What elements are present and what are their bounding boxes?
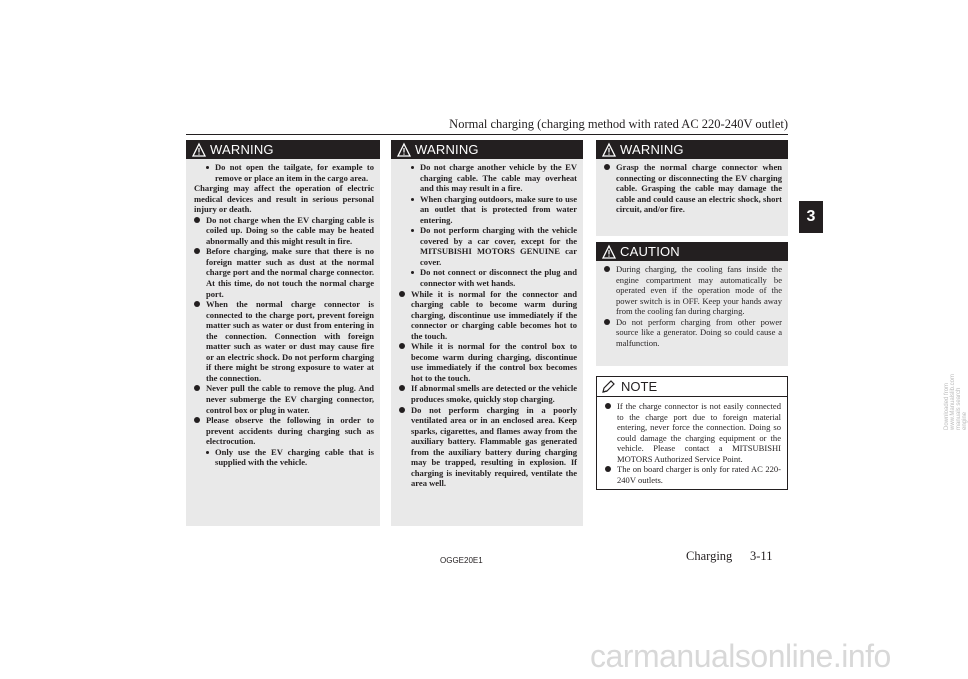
header-title: Normal charging (charging method with rated AC 220-240V outlet): [449, 117, 788, 131]
list-item: The on board charger is only for rated AC 220-240V outlets.: [605, 464, 781, 485]
warning-header: [186, 140, 380, 159]
caution-triangle-icon: [602, 245, 616, 259]
bullet-icon: [604, 266, 610, 272]
bullet-dot-icon: [411, 229, 414, 232]
bullet-dot-icon: [206, 166, 209, 169]
bullet-icon: [194, 301, 200, 307]
warning-header: [596, 140, 788, 159]
list-item: While it is normal for the connector and charging cable to become warm during charging, discontinue use immediately if the connector or charging cable becomes hot to the touch.: [399, 289, 577, 342]
warning-label: WARNING: [620, 142, 684, 157]
note-label: NOTE: [621, 379, 658, 394]
list-item: Do not perform charging in a poorly ventilated area or in an enclosed area. Keep sparks, cigarettes, and flames away from the auxiliary battery. Flammable gas generated from the auxiliary battery during charging may be trapped, resulting in explosion. If charging is inevitably required, ventilate the area well.: [399, 405, 577, 489]
list-item: Please observe the following in order to prevent accidents during charging such as electrocution.: [194, 415, 374, 447]
list-item: Only use the EV charging cable that is supplied with the vehicle.: [206, 447, 374, 468]
caution-header: [596, 242, 788, 261]
list-item: Do not perform charging with the vehicle covered by a car cover, except for the MITSUBISHI MOTORS GENUINE car cover.: [411, 225, 577, 267]
note-box: [596, 376, 788, 490]
bullet-dot-icon: [411, 271, 414, 274]
note-pencil-icon: [601, 380, 617, 394]
list-item: If the charge connector is not easily connected to the charge port due to foreign material entering, never force the connection. Doing so could damage the charging equipment or the vehicle. Please contact a MITSUBISHI MOTORS Authorized Service Point.: [605, 401, 781, 464]
bullet-icon: [399, 407, 405, 413]
warning-triangle-icon: [602, 143, 616, 157]
warning-body: [186, 162, 380, 468]
list-item: Do not connect or disconnect the plug and connector with wet hands.: [411, 267, 577, 288]
list-item: Never pull the cable to remove the plug. And never submerge the EV charging connector, control box or plug in water.: [194, 383, 374, 415]
list-item: Do not perform charging from other power source like a generator. Doing so could cause a malfunction.: [604, 317, 782, 349]
warning-triangle-icon: [192, 143, 206, 157]
list-item: Do not open the tailgate, for example to remove or place an item in the cargo area.: [206, 162, 374, 183]
list-item: When the normal charge connector is connected to the charge port, prevent foreign matter such as water or dust from entering in the connection. Connection with foreign matter such as water or dust may cause fire or an electric shock. Do not perform charging if there might be strong exposure to water at the connection.: [194, 299, 374, 383]
list-item: While it is normal for the control box to become warm during charging, discontinue use immediately if the control box becomes hot to the touch.: [399, 341, 577, 383]
bullet-dot-icon: [206, 451, 209, 454]
bullet-icon: [605, 466, 611, 472]
bullet-icon: [604, 319, 610, 325]
list-item: When charging outdoors, make sure to use an outlet that is protected from water entering.: [411, 194, 577, 226]
warning-intro: Charging may affect the operation of electric medical devices and result in serious personal injury or death.: [194, 183, 374, 215]
warning-label: WARNING: [210, 142, 274, 157]
bullet-dot-icon: [411, 198, 414, 201]
caution-box: [596, 242, 788, 366]
footer-section: Charging: [686, 549, 733, 563]
caution-label: CAUTION: [620, 244, 680, 259]
list-item: During charging, the cooling fans inside the engine compartment may automatically be operated even if the operation mode of the power switch is in OFF. Keep your hands away from the cooling fan during charging.: [604, 264, 782, 317]
warning-body: [596, 162, 788, 215]
list-item: If abnormal smells are detected or the vehicle produces smoke, quickly stop charging.: [399, 383, 577, 404]
bullet-icon: [399, 385, 405, 391]
warning-label: WARNING: [415, 142, 479, 157]
chapter-tab[interactable]: 3: [799, 201, 823, 233]
list-item: Do not charge when the EV charging cable is coiled up. Doing so the cable may be heated abnormally and this might result in fire.: [194, 215, 374, 247]
bullet-icon: [194, 248, 200, 254]
bullet-icon: [194, 417, 200, 423]
watermark: carmanualsonline.info: [590, 638, 891, 674]
bullet-icon: [605, 403, 611, 409]
warning-triangle-icon: [397, 143, 411, 157]
bullet-icon: [399, 343, 405, 349]
list-item: Before charging, make sure that there is no foreign matter such as dust at the normal charge port and the normal charge connector. At this time, do not touch the normal charge port.: [194, 246, 374, 299]
warning-box-3: [596, 140, 788, 236]
bullet-icon: [194, 385, 200, 391]
note-body: [597, 401, 787, 485]
warning-box-2: [391, 140, 583, 526]
warning-body: [391, 162, 583, 489]
list-item: Grasp the normal charge connector when connecting or disconnecting the EV charging cable. Grasping the cable may damage the cable and could cause an electric shock, short circuit, and/or fire.: [604, 162, 782, 215]
bullet-icon: [604, 164, 610, 170]
page-number: 3-11: [750, 549, 773, 563]
bullet-dot-icon: [411, 166, 414, 169]
note-header: [597, 377, 787, 397]
bullet-icon: [194, 217, 200, 223]
bullet-icon: [399, 291, 405, 297]
footer-code: OGGE20E1: [440, 556, 483, 565]
list-item: Do not charge another vehicle by the EV charging cable. The cable may overheat and this may result in a fire.: [411, 162, 577, 194]
header-rule: [186, 134, 788, 135]
warning-box-1: [186, 140, 380, 526]
warning-header: [391, 140, 583, 159]
side-watermark: Downloaded from www.Manualslib.com manuals search engine: [944, 373, 968, 430]
caution-body: [596, 264, 788, 348]
